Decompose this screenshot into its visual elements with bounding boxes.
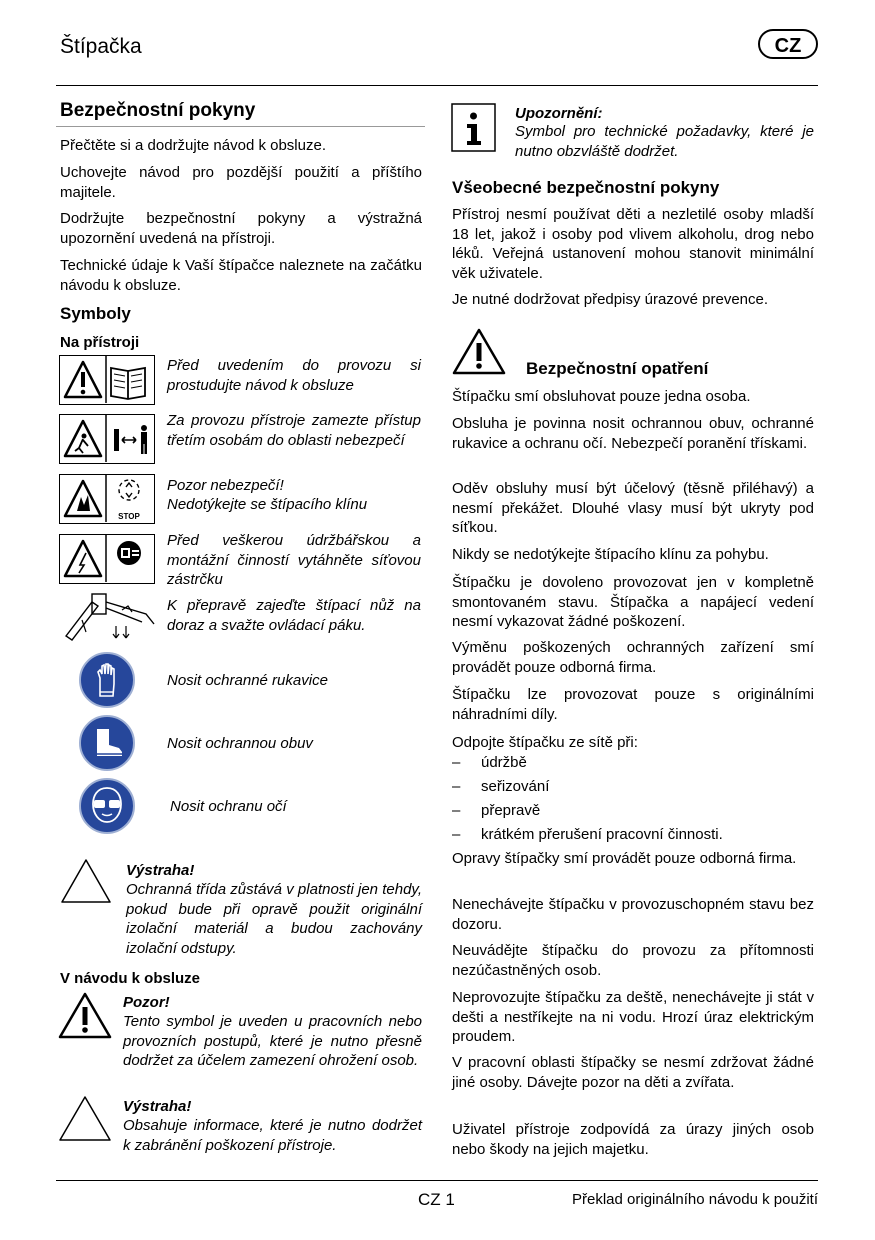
info-icon bbox=[451, 103, 496, 152]
paragraph: Opravy štípačky smí provádět pouze odborná firma. bbox=[452, 850, 797, 867]
warning-text: Ochranná třída zůstává v platnosti jen tehdy, pokud bude při opravě použit originální izolační materiál a budou zachovány izolační odstupy. bbox=[126, 881, 422, 957]
paragraph: Přístroj nesmí používat děti a nezletilé osoby mladší 18 let, jakož i osoby pod vlivem alkoholu, drog nebo léků. Veřejná ustanovení mohou stanovit minimální věk uživatele. bbox=[452, 206, 814, 282]
paragraph: Přečtěte si a dodržujte návod k obsluze. bbox=[60, 137, 326, 154]
symbol-description: Nosit ochranu očí bbox=[170, 798, 287, 815]
on-device-heading: Na přístroji bbox=[60, 334, 140, 351]
warning-triangle-icon bbox=[59, 857, 113, 905]
unplug-symbol bbox=[59, 534, 155, 584]
paragraph: Výměnu poškozených ochranných zařízení smí provádět pouze odborná firma. bbox=[452, 639, 814, 676]
paragraph: Nenechávejte štípačku v provozuschopném stavu bez dozoru. bbox=[452, 896, 814, 933]
paragraph: Odpojte štípačku ze sítě při: bbox=[452, 734, 638, 751]
warning-plug-icon bbox=[60, 535, 153, 582]
paragraph: Oděv obsluhy musí být účelový (těsně přiléhavý) a nesmí překážet. Dlouhé vlasy musí být ukryty pod síťkou. bbox=[452, 480, 814, 536]
caution-title: Pozor! bbox=[123, 994, 170, 1011]
safety-instructions-heading: Bezpečnostní pokyny bbox=[60, 100, 256, 121]
paragraph: Je nutné dodržovat předpisy úrazové prevence. bbox=[452, 291, 769, 308]
caution-exclamation-icon bbox=[57, 991, 113, 1041]
symbol-description: Před veškerou údržbářskou a montážní činností vytáhněte síťovou zástrčku bbox=[167, 532, 421, 588]
symbols-heading: Symboly bbox=[60, 304, 131, 323]
symbol-description: K přepravě zajeďte štípací nůž na doraz a svažte ovládací páku. bbox=[167, 597, 421, 634]
paragraph: V pracovní oblasti štípačky se nesmí zdržovat žádné jiné osoby. Dávejte pozor na děti a zvířata. bbox=[452, 1054, 814, 1091]
general-safety-heading: Všeobecné bezpečnostní pokyny bbox=[452, 178, 720, 197]
header-rule bbox=[56, 85, 818, 86]
warning-and-book-icon bbox=[60, 356, 153, 403]
symbol-description: Před uvedením do provozu si prostudujte návod k obsluze bbox=[167, 357, 421, 394]
paragraph: Dodržujte bezpečnostní pokyny a výstražná upozornění uvedená na přístroji. bbox=[60, 210, 422, 247]
paragraph: Štípačku je dovoleno provozovat jen v kompletně smontovaném stavu. Štípačka a napájecí vedení nesmí vykazovat žádné poškození. bbox=[452, 574, 814, 630]
translation-note: Překlad originálního návodu k použití bbox=[572, 1191, 818, 1208]
symbol-description: Pozor nebezpečí! bbox=[167, 477, 284, 494]
warning-text: Obsahuje informace, které je nutno dodržet k zabránění poškození přístroje. bbox=[123, 1117, 422, 1154]
language-badge: CZ bbox=[758, 29, 818, 59]
paragraph: Štípačku lze provozovat pouze s originálními náhradními díly. bbox=[452, 686, 814, 723]
footer-rule bbox=[56, 1180, 818, 1181]
splitter-transport-icon bbox=[62, 592, 160, 644]
warning-title: Výstraha! bbox=[126, 862, 195, 879]
eye-protection-mandatory-icon bbox=[79, 778, 135, 834]
read-manual-symbol bbox=[59, 355, 155, 405]
heading-underline bbox=[56, 126, 425, 127]
paragraph: Uživatel přístroje zodpovídá za úrazy jiných osob nebo škody na jejich majetku. bbox=[452, 1121, 814, 1158]
paragraph: Štípačku smí obsluhovat pouze jedna osoba. bbox=[452, 388, 751, 405]
page-number: CZ 1 bbox=[418, 1190, 455, 1209]
paragraph: Neprovozujte štípačku za deště, nenechávejte ji stát v dešti a nestříkejte na ni vodu. Hrozí úraz elektrickým proudem. bbox=[452, 989, 814, 1045]
in-manual-heading: V návodu k obsluze bbox=[60, 970, 201, 987]
note-title: Upozornění: bbox=[515, 105, 603, 122]
paragraph: Neuvádějte štípačku do provozu za přítomnosti nezúčastněných osob. bbox=[452, 942, 814, 979]
paragraph: Obsluha je povinna nosit ochrannou obuv, ochranné rukavice a ochranu očí. Nebezpečí poranění třískami. bbox=[452, 415, 814, 452]
gloves-mandatory-icon bbox=[79, 652, 135, 708]
paragraph: Nikdy se nedotýkejte štípacího klínu za pohybu. bbox=[452, 546, 769, 563]
warning-person-distance-icon bbox=[60, 415, 153, 462]
note-text: Symbol pro technické požadavky, které je nutno obzvláště dodržet. bbox=[515, 123, 814, 160]
symbol-description: Za provozu přístroje zamezte přístup třetím osobám do oblasti nebezpečí bbox=[167, 412, 421, 449]
symbol-description: Nosit ochrannou obuv bbox=[167, 735, 313, 752]
caution-text: Tento symbol je uveden u pracovních nebo provozních postupů, které je nutno přesně dodržet za účelem zamezení ohrožení osob. bbox=[123, 1013, 422, 1069]
stop-label: STOP bbox=[118, 512, 140, 521]
warning-title: Výstraha! bbox=[123, 1098, 192, 1115]
paragraph: Technické údaje k Vaší štípačce naleznete na začátku návodu k obsluze. bbox=[60, 257, 422, 294]
keep-distance-symbol bbox=[59, 414, 155, 464]
caution-exclamation-icon bbox=[451, 327, 507, 377]
symbol-description: Nedotýkejte se štípacího klínu bbox=[167, 496, 368, 513]
paragraph: Uchovejte návod pro pozdější použití a příštího majitele. bbox=[60, 164, 422, 201]
warning-triangle-icon bbox=[57, 1094, 113, 1144]
warning-hand-stop-icon bbox=[60, 475, 153, 522]
safety-measures-heading: Bezpečnostní opatření bbox=[526, 359, 709, 378]
boots-mandatory-icon bbox=[79, 715, 135, 771]
danger-wedge-symbol bbox=[59, 474, 155, 524]
symbol-description: Nosit ochranné rukavice bbox=[167, 672, 328, 689]
page-header-title: Štípačka bbox=[60, 35, 142, 58]
